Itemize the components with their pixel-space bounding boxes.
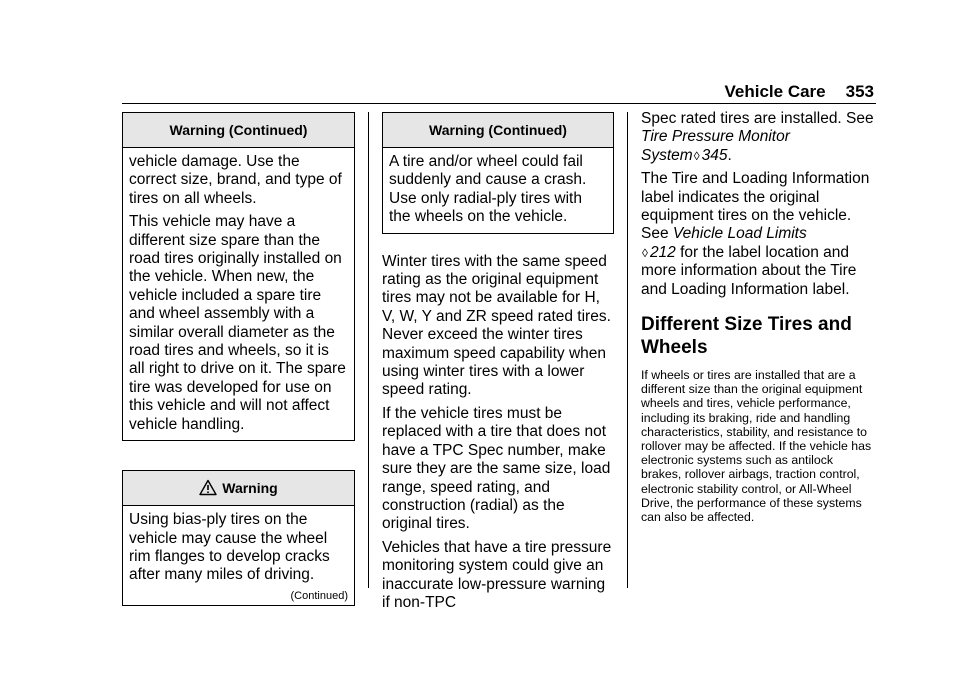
warning-text: A tire and/or wheel could fail suddenly and cause a crash. Use only radial-ply tires with the wheels on the vehicle.: [389, 153, 587, 226]
tpms-reference-link[interactable]: Tire Pressure Monitor System: [641, 128, 790, 164]
paragraph-text: The Tire and Loading Information label indicates the original equipment tires on the vehicle. See: [641, 170, 870, 243]
column-2: [382, 112, 614, 617]
paragraph: Vehicles that have a tire pressure monitoring system could give an inaccurate low-pressure warning if non-TPC: [382, 538, 612, 611]
page-ref-number[interactable]: 212: [649, 243, 676, 261]
warning-box-title: Warning (Continued): [123, 113, 354, 148]
warning-continued-box: [122, 112, 355, 441]
warning-box-body: [383, 148, 613, 233]
column-1: [122, 112, 355, 606]
page-ref-icon: ◊: [642, 245, 648, 260]
page-number: 353: [845, 82, 874, 101]
paragraph-text: .: [727, 146, 732, 164]
column-3: [641, 110, 876, 524]
paragraph: [641, 110, 876, 165]
paragraph: [641, 170, 876, 299]
warning-text: vehicle damage. Use the correct size, brand, and type of tires on all wheels.: [129, 153, 342, 207]
column-divider: [627, 112, 628, 588]
warning-box-title-text: Warning: [222, 480, 278, 497]
paragraph-text: for the label location and more information about the Tire and Loading Information label.: [641, 243, 857, 298]
paragraph: Winter tires with the same speed rating as the original equipment tires may not be available for H, V, W, Y and ZR speed rated tires. Never exceed the winter tires maximum speed capability when using winter tires with a lower speed rating.: [382, 252, 611, 399]
warning-box-body: [123, 506, 354, 605]
section-title: Vehicle Care: [724, 82, 826, 101]
warning-triangle-icon: [199, 474, 217, 508]
small-paragraph: If wheels or tires are installed that are a different size than the original equipment wheels and tires, vehicle performance, including its braking, ride and handling characteristics, stability, and resistance to rollover may be affected. If the vehicle has electronic systems such as antilock brakes, rollover airbags, traction control, electronic stability control, or All-Wheel Drive, the performance of these systems can also be affected.: [641, 368, 872, 525]
warning-box: [122, 470, 355, 606]
warning-text: Using bias-ply tires on the vehicle may cause the wheel rim flanges to develop cracks after many miles of driving.: [129, 511, 330, 584]
paragraph: If the vehicle tires must be replaced with a tire that does not have a TPC Spec number, make sure they are the same size, load range, speed rating, and construction (radial) as the original tires.: [382, 404, 611, 533]
body-text: [382, 253, 614, 613]
section-heading: Different Size Tires and Wheels: [641, 314, 852, 359]
warning-box-title: Warning (Continued): [383, 113, 613, 148]
page-ref-number[interactable]: 345: [701, 146, 728, 164]
paragraph-text: Spec rated tires are installed. See: [641, 110, 874, 127]
warning-box-title: [123, 471, 354, 506]
warning-continued-box: [382, 112, 614, 234]
warning-text: This vehicle may have a different size spare than the road tires originally installed on the vehicle. When new, the vehicle included a spare tire and wheel assembly with a similar overall diameter as the road tires and wheels, so it is all right to drive on it. The spare tire was developed for use on this vehicle and will not affect vehicle handling.: [129, 213, 346, 433]
load-limits-reference-link[interactable]: Vehicle Load Limits: [672, 225, 807, 243]
body-text: [641, 110, 876, 299]
column-divider: [368, 112, 369, 588]
page-ref-icon: ◊: [693, 148, 700, 163]
header-rule: [122, 103, 876, 104]
warning-box-body: [123, 148, 354, 440]
continued-label: (Continued): [290, 589, 348, 602]
page-header: [725, 82, 875, 102]
